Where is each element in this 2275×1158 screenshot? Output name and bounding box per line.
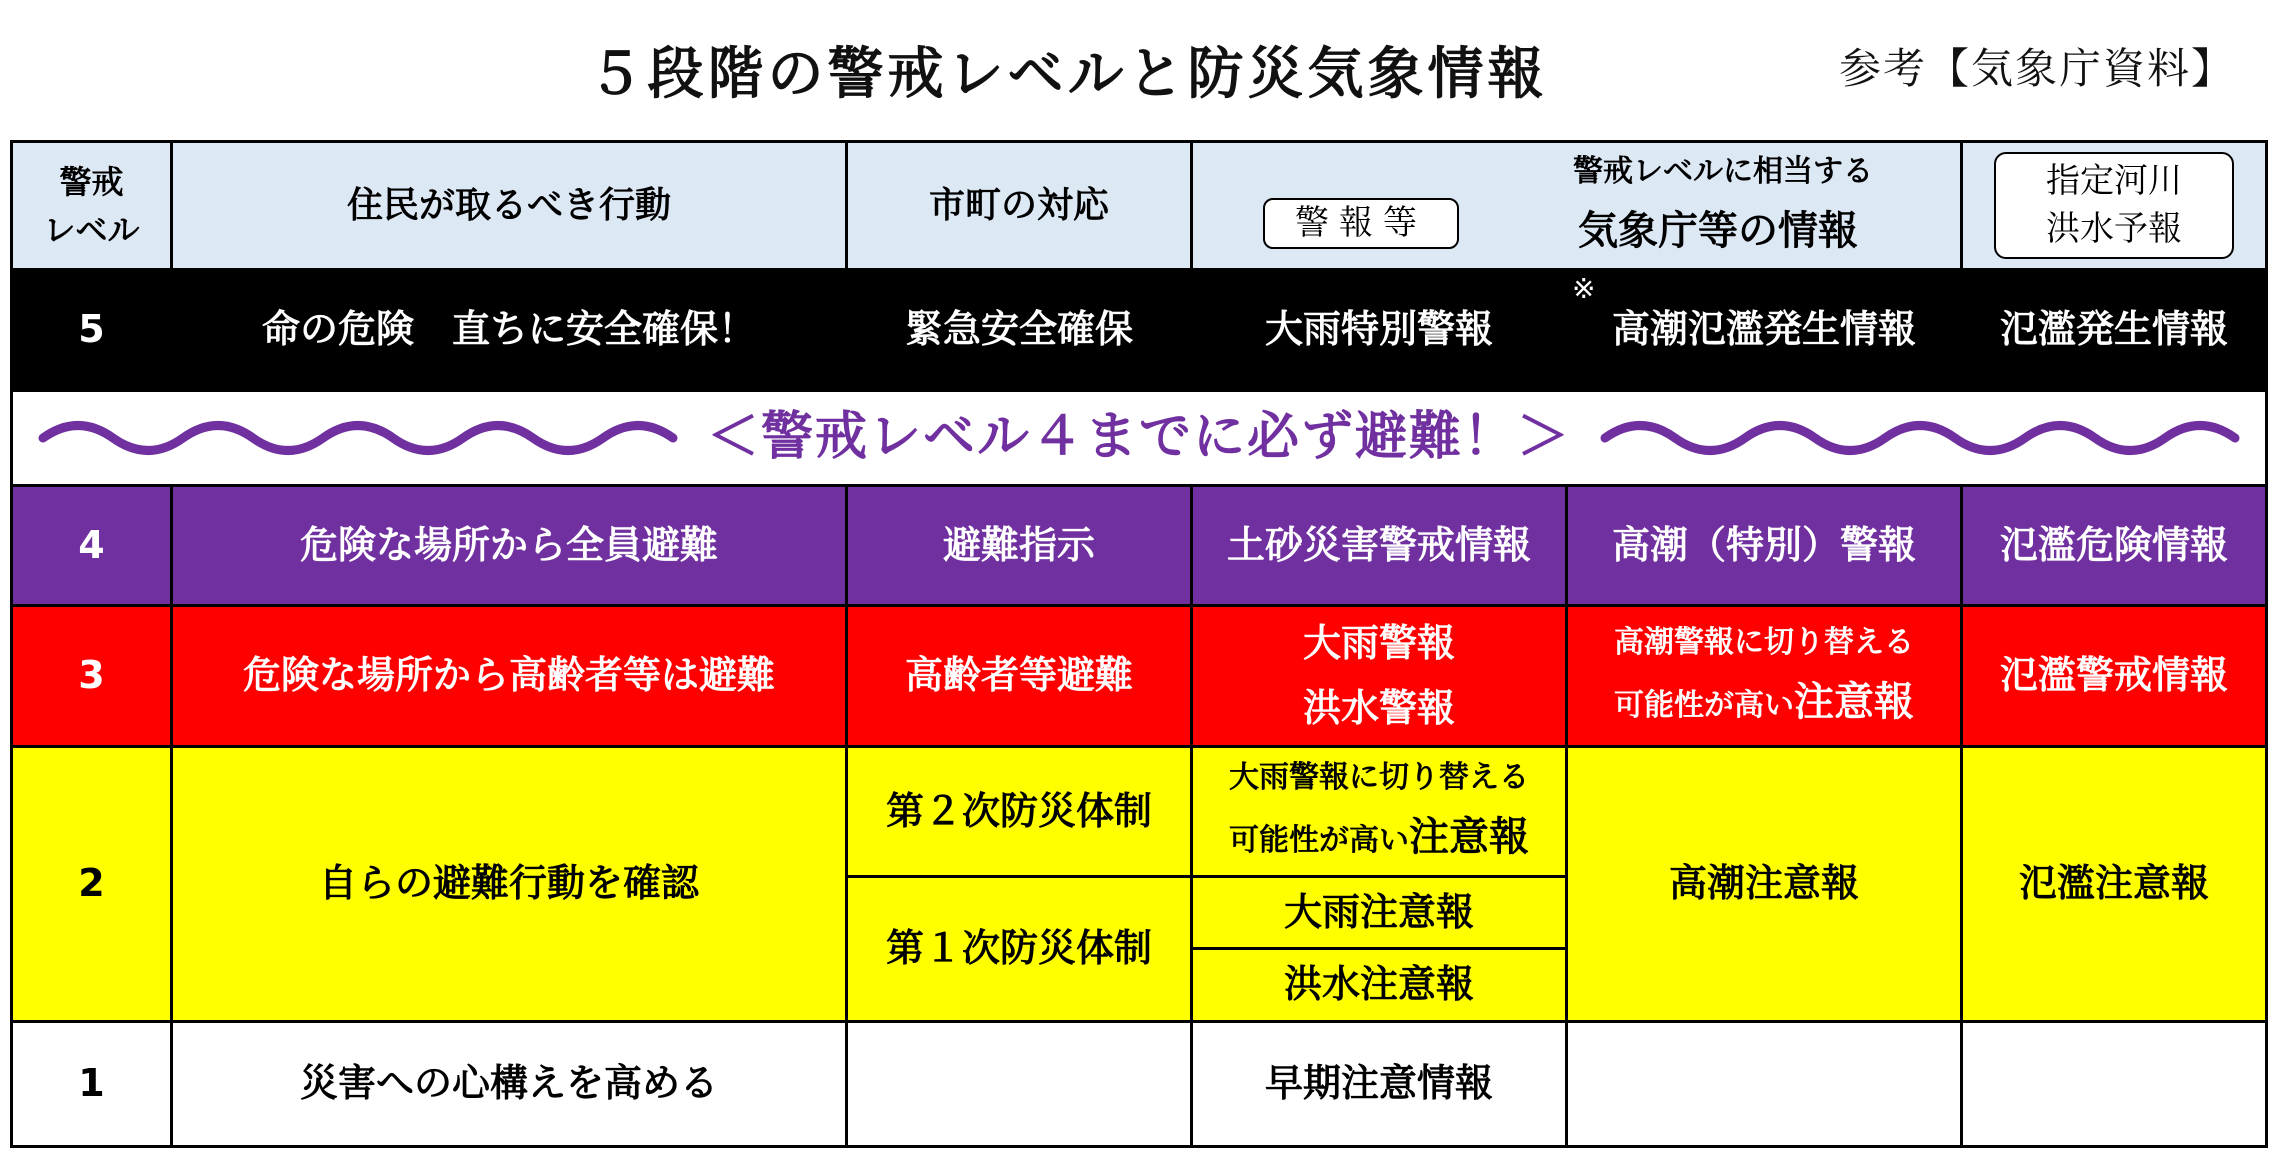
level5-tide (1567, 270, 1962, 390)
level3-tide-2b: 注意報 (1794, 678, 1914, 725)
level5-warning: 大雨特別警報 (1192, 270, 1567, 390)
level1-action: 災害への心構えを高める (172, 1021, 847, 1146)
level1-city (847, 1021, 1192, 1146)
level3-row (12, 606, 2267, 746)
level1-river (1962, 1021, 2267, 1146)
wave-left-icon (33, 413, 683, 463)
wave-right-icon (1595, 413, 2245, 463)
level3-warning (1192, 606, 1567, 746)
banner-row (12, 390, 2267, 485)
header-level (12, 142, 172, 270)
level3-tide-1: 高潮警報に切り替える (1614, 624, 1914, 660)
header-info-top: 警戒レベルに相当する (1573, 154, 1873, 190)
keiho-box: 警報等 (1263, 198, 1459, 249)
river-forecast-box (1994, 152, 2234, 259)
reference-note: 参考【気象庁資料】 (1838, 44, 2235, 93)
level5-row (12, 270, 2267, 390)
level4-action: 危険な場所から全員避難 (172, 486, 847, 606)
level3-warning-2: 洪水警報 (1302, 686, 1455, 731)
level2-warning-2a: 可能性が高い (1229, 822, 1409, 858)
level4-tide: 高潮（特別）警報 (1567, 486, 1962, 606)
level2-tide: 高潮注意報 (1567, 746, 1962, 1021)
level2-city-2: 第１次防災体制 (847, 877, 1192, 1021)
level2-warning-2b: 注意報 (1409, 813, 1529, 860)
level4-city: 避難指示 (847, 486, 1192, 606)
header-info-bottom: 気象庁等の情報 (1578, 208, 1858, 255)
level3-tide-2a: 可能性が高い (1614, 687, 1794, 723)
level1-row (12, 1021, 2267, 1146)
level5-action: 命の危険 直ちに安全確保！ (172, 270, 847, 390)
level3-action: 危険な場所から高齢者等は避難 (172, 606, 847, 746)
header-river-line2: 洪水予報 (2046, 208, 2182, 249)
header-row (12, 142, 2267, 270)
header-city: 市町の対応 (847, 142, 1192, 270)
header-info (1192, 142, 1962, 270)
level5-river: 氾濫発生情報 (1962, 270, 2267, 390)
level3-city: 高齢者等避難 (847, 606, 1192, 746)
level2-row-a (12, 746, 2267, 876)
warning-level-table (10, 140, 2268, 1148)
level4-river: 氾濫危険情報 (1962, 486, 2267, 606)
banner-text: ＜警戒レベル４までに必ず避難！＞ (706, 407, 1571, 468)
level1-warning: 早期注意情報 (1192, 1021, 1567, 1146)
level4-row (12, 486, 2267, 606)
header-residents: 住民が取るべき行動 (172, 142, 847, 270)
banner-cell (12, 390, 2267, 485)
header-river-line1: 指定河川 (2046, 161, 2182, 202)
level5-tide-text: 高潮氾濫発生情報 (1611, 307, 1916, 352)
level5-number: 5 (12, 270, 172, 390)
level4-warning: 土砂災害警戒情報 (1192, 486, 1567, 606)
title-text: ５段階の警戒レベルと防災気象情報 (587, 42, 1548, 107)
level1-tide (1567, 1021, 1962, 1146)
header-level-line2: レベル (43, 210, 140, 249)
level3-number: 3 (12, 606, 172, 746)
header-level-line1: 警戒 (59, 162, 124, 201)
level4-number: 4 (12, 486, 172, 606)
level3-warning-1: 大雨警報 (1302, 621, 1455, 666)
level2-river: 氾濫注意報 (1962, 746, 2267, 1021)
level2-warning-3: 大雨注意報 (1192, 877, 1567, 949)
note-mark: ※ (1572, 272, 1596, 306)
level2-warning-1: 大雨警報に切り替える (1229, 759, 1529, 795)
level2-warning-a (1192, 746, 1567, 876)
level2-number: 2 (12, 746, 172, 1021)
level3-tide (1567, 606, 1962, 746)
level2-warning-4: 洪水注意報 (1192, 949, 1567, 1021)
header-river (1962, 142, 2267, 270)
level1-number: 1 (12, 1021, 172, 1146)
level2-action: 自らの避難行動を確認 (172, 746, 847, 1021)
level3-river: 氾濫警戒情報 (1962, 606, 2267, 746)
level2-city-1: 第２次防災体制 (847, 746, 1192, 876)
level5-city: 緊急安全確保 (847, 270, 1192, 390)
